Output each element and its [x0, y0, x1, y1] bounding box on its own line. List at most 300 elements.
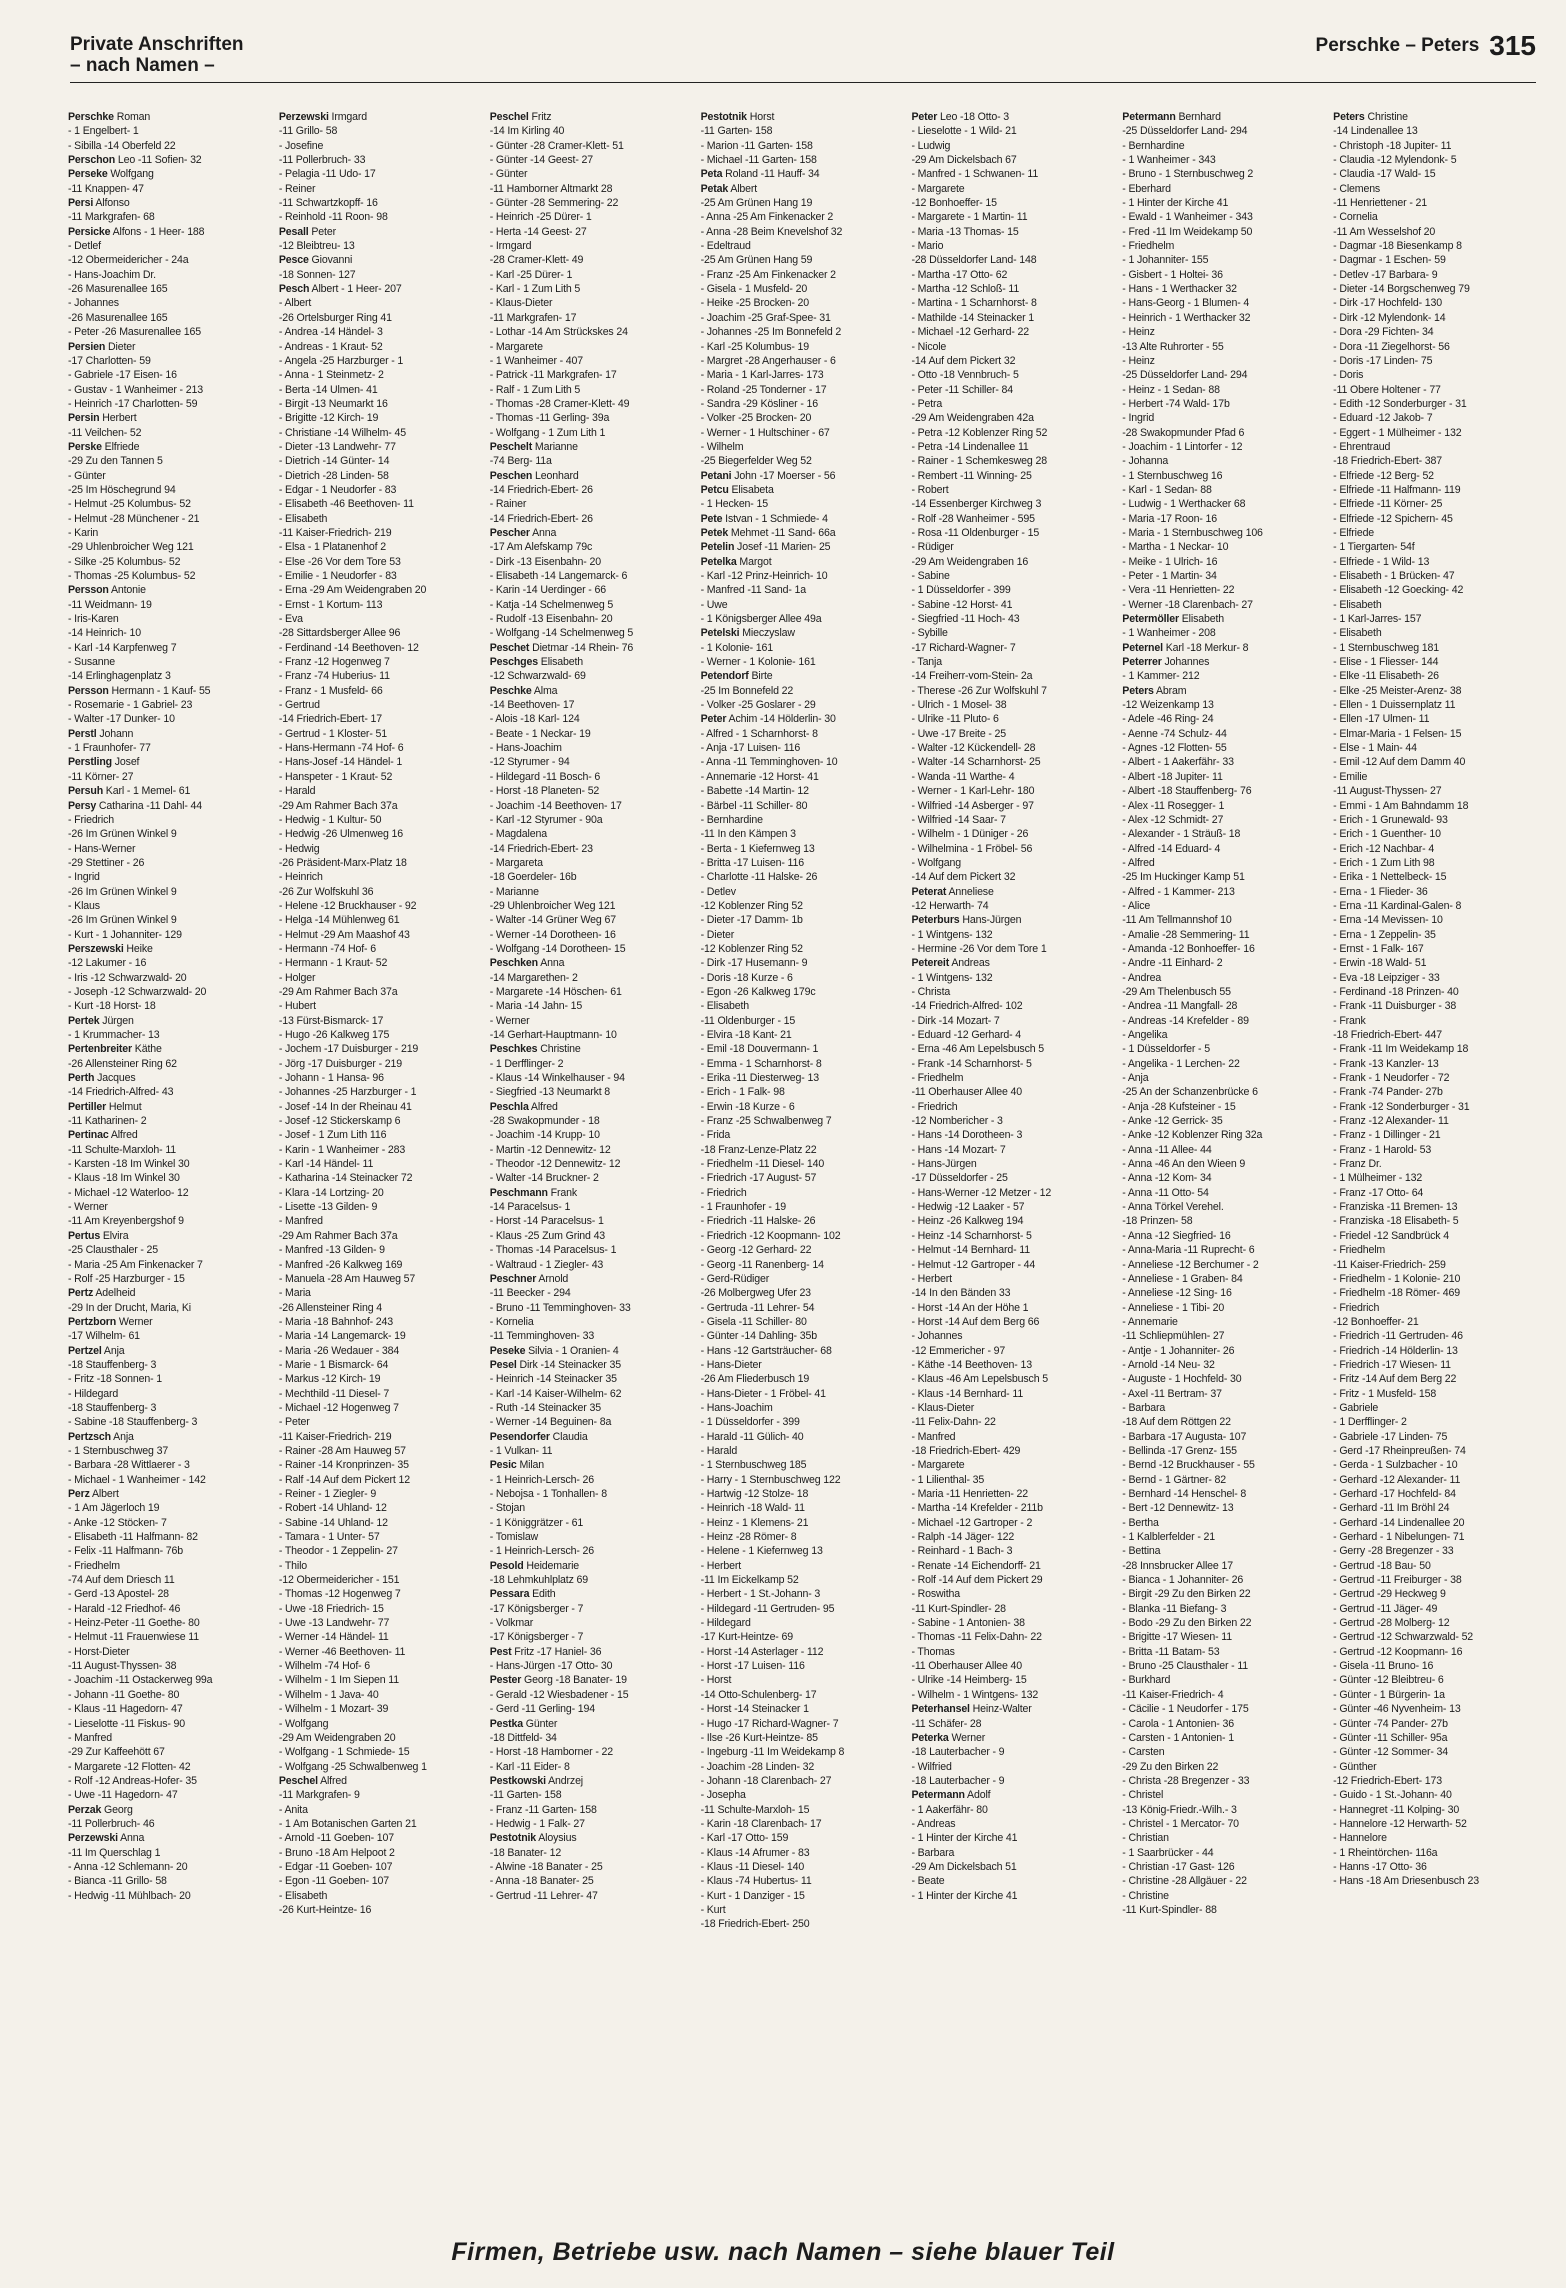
directory-entry: [490, 583, 695, 597]
directory-entry: [490, 856, 695, 870]
entry-text: -18 Goerdeler- 16b: [489, 871, 577, 884]
directory-entry: [490, 1501, 695, 1515]
directory-entry: [701, 540, 906, 554]
entry-text: - Johann -18 Clarenbach- 27: [700, 1774, 832, 1787]
directory-entry: [701, 1171, 906, 1185]
entry-text: Claudia: [549, 1430, 588, 1443]
surname: Peterat: [911, 885, 947, 898]
directory-entry: [490, 124, 695, 138]
entry-text: - Klaus-Dieter: [489, 297, 553, 310]
directory-entry: [68, 1430, 273, 1444]
directory-entry: [1333, 1587, 1538, 1601]
entry-text: - Karl - 1 Sedan- 88: [1122, 483, 1212, 496]
entry-text: - Alex -12 Schmidt- 27: [1122, 813, 1224, 826]
entry-text: - Horst -18 Hamborner - 22: [489, 1746, 613, 1759]
entry-text: - Alfred: [1122, 856, 1155, 869]
directory-entry: [279, 1602, 484, 1616]
directory-entry: [701, 1100, 906, 1114]
entry-text: -74 Berg- 11a: [489, 455, 552, 468]
directory-entry: [701, 641, 906, 655]
entry-text: - Wolfgang: [278, 1717, 329, 1730]
surname: Persson: [68, 584, 109, 597]
directory-entry: [701, 1372, 906, 1386]
entry-text: -18 Franz-Lenze-Platz 22: [700, 1143, 817, 1156]
directory-entry: [701, 727, 906, 741]
surname: Pertz: [68, 1287, 94, 1300]
directory-entry: [911, 1372, 1116, 1386]
entry-text: -14 Friedrich-Alfred- 102: [911, 1000, 1023, 1013]
entry-text: - Sandra -29 Kösliner - 16: [700, 397, 818, 410]
entry-text: - Hedwig -26 Ulmenweg 16: [278, 828, 404, 841]
entry-text: - Bernd - 1 Gärtner- 82: [1122, 1473, 1227, 1486]
entry-text: -18 Banater- 12: [489, 1846, 562, 1859]
entry-text: - Klaus -18 Im Winkel 30: [68, 1172, 180, 1185]
directory-entry: [68, 612, 273, 626]
entry-text: - 1 Sternbuschweg 181: [1333, 641, 1439, 654]
entry-text: - Nicole: [911, 340, 947, 353]
entry-text: Adolf: [964, 1789, 991, 1802]
entry-text: -12 Schwarzwald- 69: [489, 670, 586, 683]
entry-text: - Klaus -46 Am Lepelsbusch 5: [911, 1373, 1048, 1386]
entry-text: - Hugo -26 Kalkweg 175: [278, 1029, 390, 1041]
directory-entry: [1333, 1272, 1538, 1286]
entry-text: - Kurt: [700, 1903, 726, 1916]
directory-entry: [1122, 139, 1327, 153]
directory-entry: [68, 1616, 273, 1630]
entry-text: - Hans-Joachim: [700, 1401, 773, 1414]
directory-entry: [490, 296, 695, 310]
entry-text: Elisabeth: [538, 656, 584, 669]
entry-text: - Wilhelm - 1 Wintgens- 132: [911, 1688, 1039, 1701]
entry-text: - Kurt -18 Horst- 18: [68, 1000, 156, 1013]
directory-entry: [911, 1573, 1116, 1587]
entry-text: -17 Kurt-Heintze- 69: [700, 1631, 793, 1644]
surname: Pertek: [68, 1014, 100, 1027]
directory-entry: [1122, 368, 1327, 382]
entry-text: - Claudia -17 Wald- 15: [1333, 168, 1436, 181]
entry-text: - Reinhard - 1 Bach- 3: [911, 1545, 1013, 1558]
entry-text: - Hans -14 Dorotheen- 3: [911, 1129, 1023, 1142]
entry-text: - Felix -11 Halfmann- 76b: [68, 1545, 183, 1558]
directory-entry: [911, 1143, 1116, 1157]
entry-text: - Ferdinand -18 Prinzen- 40: [1333, 985, 1459, 998]
entry-text: - Klaus: [68, 899, 100, 912]
directory-entry: [1333, 1315, 1538, 1329]
surname: Peter: [700, 713, 727, 726]
surname: Peter: [911, 111, 938, 123]
entry-text: - Iris -12 Schwarzwald- 20: [68, 971, 187, 984]
directory-entry: [911, 124, 1116, 138]
directory-entry: [1333, 999, 1538, 1013]
directory-entry: [68, 1874, 273, 1888]
entry-text: - Gertrud -29 Heckweg 9: [1333, 1588, 1446, 1601]
directory-entry: [911, 1731, 1116, 1745]
entry-text: - Elmar-Maria - 1 Felsen- 15: [1333, 727, 1462, 740]
directory-entry: [1122, 1128, 1327, 1142]
directory-entry: [490, 182, 695, 196]
directory-entry: [701, 1846, 906, 1860]
entry-text: - 1 Derfflinger- 2: [489, 1057, 564, 1070]
directory-entry: [279, 727, 484, 741]
directory-entry: [1122, 1874, 1327, 1888]
entry-text: -12 Herwarth- 74: [911, 899, 989, 912]
directory-entry: [911, 1085, 1116, 1099]
directory-entry: [911, 1702, 1116, 1716]
entry-text: - Vera -11 Henrietten- 22: [1122, 584, 1235, 597]
entry-text: - Andreas - 1 Kraut- 52: [278, 340, 383, 353]
directory-entry: [1122, 569, 1327, 583]
entry-text: - Margareta: [489, 856, 543, 869]
entry-text: - Friedrich: [1333, 1301, 1380, 1314]
entry-text: - Margarete: [489, 340, 543, 353]
entry-text: - 1 Hinter der Kirche 41: [911, 1889, 1018, 1902]
directory-entry: [701, 340, 906, 354]
entry-text: - Manfred -13 Gilden- 9: [278, 1244, 385, 1257]
entry-text: - Sabine: [911, 570, 950, 582]
entry-text: - Otto -18 Vennbruch- 5: [911, 369, 1019, 382]
entry-text: -26 Allensteiner Ring 4: [278, 1301, 382, 1314]
directory-entry: [1122, 1372, 1327, 1386]
directory-entry: [911, 913, 1116, 927]
directory-entry: [279, 612, 484, 626]
entry-text: - Gertrud -18 Bau- 50: [1333, 1559, 1431, 1572]
directory-entry: [1333, 1702, 1538, 1716]
directory-entry: [1333, 1200, 1538, 1214]
entry-text: - Anna -25 Am Finkenacker 2: [700, 211, 834, 224]
directory-entry: [68, 698, 273, 712]
entry-text: - Claudia -12 Mylendonk- 5: [1333, 154, 1457, 167]
directory-entry: [1333, 1243, 1538, 1257]
entry-text: -11 August-Thyssen- 27: [1333, 785, 1442, 798]
directory-entry: [1333, 583, 1538, 597]
directory-entry: [1333, 684, 1538, 698]
directory-entry: [279, 1444, 484, 1458]
entry-text: - 1 Am Jägerloch 19: [68, 1502, 160, 1515]
directory-entry: [911, 210, 1116, 224]
entry-text: - Frida: [700, 1129, 731, 1142]
directory-entry: [1333, 1817, 1538, 1831]
entry-text: -17 Königsberger - 7: [489, 1631, 584, 1644]
directory-entry: [1333, 555, 1538, 569]
directory-entry: [701, 827, 906, 841]
entry-text: -18 Friedrich-Ebert- 250: [700, 1918, 810, 1931]
entry-text: -12 Koblenzer Ring 52: [700, 899, 803, 912]
entry-text: -29 Am Weidengraben 42a: [911, 412, 1034, 425]
entry-text: - Klaus-Dieter: [911, 1401, 975, 1414]
directory-entry: [68, 1573, 273, 1587]
surname: Pertzsch: [68, 1430, 111, 1443]
entry-text: - 1 Rheintörchen- 116a: [1333, 1846, 1438, 1859]
surname: Pesendorfer: [489, 1430, 550, 1443]
directory-entry: [1122, 239, 1327, 253]
entry-text: - Martha - 1 Neckar- 10: [1122, 541, 1229, 554]
directory-entry: [701, 383, 906, 397]
entry-text: - Anke -12 Koblenzer Ring 32a: [1122, 1129, 1263, 1142]
entry-text: - Christel: [1122, 1789, 1164, 1802]
directory-entry: [911, 1544, 1116, 1558]
entry-text: -11 Temminghoven- 33: [489, 1330, 595, 1343]
directory-entry: [911, 899, 1116, 913]
entry-text: - Ulrich - 1 Mosel- 38: [911, 699, 1007, 712]
entry-text: - Karin: [68, 526, 99, 539]
section-title: [70, 34, 244, 76]
directory-entry: [490, 1042, 695, 1056]
directory-entry: [279, 770, 484, 784]
entry-text: - Cornelia: [1333, 211, 1378, 224]
entry-text: - Kurt - 1 Johanniter- 129: [68, 928, 182, 941]
entry-text: - Harald -11 Gülich- 40: [700, 1430, 804, 1443]
directory-entry: [701, 1042, 906, 1056]
directory-entry: [279, 626, 484, 640]
entry-text: - Edeltraud: [700, 240, 751, 253]
directory-entry: [279, 1286, 484, 1300]
directory-entry: [911, 1186, 1116, 1200]
directory-entry: [911, 1673, 1116, 1687]
directory-entry: [279, 1817, 484, 1831]
directory-entry: [1122, 440, 1327, 454]
directory-entry: [1333, 1602, 1538, 1616]
directory-entry: [68, 942, 273, 956]
entry-text: - Rolf -25 Harzburger - 15: [68, 1272, 185, 1285]
directory-entry: [1122, 253, 1327, 267]
entry-text: - Mario: [911, 240, 944, 253]
directory-entry: [701, 899, 906, 913]
directory-entry: [701, 569, 906, 583]
entry-text: - Joachim -14 Krupp- 10: [489, 1129, 600, 1142]
directory-entry: [1122, 1272, 1327, 1286]
directory-entry: [68, 1846, 273, 1860]
directory-entry: [68, 354, 273, 368]
directory-entry: [1122, 497, 1327, 511]
directory-entry: [279, 1587, 484, 1601]
directory-entry: [911, 684, 1116, 698]
entry-text: -14 Essenberger Kirchweg 3: [911, 498, 1042, 511]
directory-entry: [1333, 870, 1538, 884]
entry-text: -14 Margarethen- 2: [489, 971, 578, 984]
entry-text: - 1 Sternbuschweg 185: [700, 1459, 807, 1472]
entry-text: - Gabriele -17 Linden- 75: [1333, 1430, 1448, 1443]
directory-entry: [68, 1329, 273, 1343]
entry-text: -13 Alte Ruhrorter - 55: [1122, 340, 1224, 353]
directory-entry: [68, 727, 273, 741]
directory-entry: [1122, 1616, 1327, 1630]
directory-entry: [490, 1186, 695, 1200]
entry-text: - Rainer: [489, 498, 527, 511]
surname: Pesce: [278, 254, 309, 267]
directory-entry: [911, 1473, 1116, 1487]
directory-entry: [701, 253, 906, 267]
entry-text: Jürgen: [99, 1014, 134, 1027]
entry-text: - Gertrud - 1 Kloster- 51: [278, 727, 387, 740]
entry-text: - Hermann -74 Hof- 6: [278, 942, 376, 955]
directory-entry: [701, 1760, 906, 1774]
surname: Persicke: [68, 225, 111, 238]
directory-entry: [68, 1200, 273, 1214]
directory-entry: [1333, 1544, 1538, 1558]
directory-entry: [701, 1731, 906, 1745]
directory-entry: [1122, 1659, 1327, 1673]
entry-text: Irmgard: [328, 111, 367, 123]
directory-entry: [911, 999, 1116, 1013]
directory-entry: [1122, 325, 1327, 339]
entry-text: - Wolfgang -25 Schwalbenweg 1: [278, 1760, 427, 1773]
entry-text: -29 Zu den Birken 22: [1122, 1760, 1219, 1773]
directory-entry: [1333, 540, 1538, 554]
entry-text: - Britta -17 Luisen- 116: [700, 856, 804, 869]
directory-entry: [68, 1516, 273, 1530]
entry-text: - Silke -25 Kolumbus- 52: [68, 555, 181, 568]
entry-text: - Eduard -12 Gerhard- 4: [911, 1029, 1022, 1041]
directory-entry: [1333, 454, 1538, 468]
directory-entry: [701, 1817, 906, 1831]
directory-entry: [701, 225, 906, 239]
directory-entry: [279, 669, 484, 683]
directory-entry: [490, 770, 695, 784]
directory-entry: [1122, 1903, 1327, 1917]
directory-entry: [490, 1788, 695, 1802]
surname: Petek: [700, 526, 729, 539]
entry-text: - Maria -25 Am Finkenacker 7: [68, 1258, 203, 1271]
entry-text: - Therese -26 Zur Wolfskuhl 7: [911, 684, 1047, 697]
entry-text: Andreas: [949, 957, 990, 970]
entry-text: - Gertruda -11 Lehrer- 54: [700, 1301, 815, 1314]
directory-entry: [279, 1774, 484, 1788]
entry-text: - Joachim - 1 Lintorfer - 12: [1122, 440, 1243, 453]
directory-entry: [68, 1057, 273, 1071]
entry-text: - Alfred - 1 Scharnhorst- 8: [700, 727, 818, 740]
entry-text: - Robert: [911, 483, 949, 496]
directory-entry: [279, 167, 484, 181]
entry-text: - Heinrich -17 Charlotten- 59: [68, 397, 198, 410]
directory-entry: [68, 1171, 273, 1185]
entry-text: - Thomas -12 Hogenweg 7: [278, 1588, 401, 1601]
directory-entry: [701, 1157, 906, 1171]
entry-text: - Patrick -11 Markgrafen- 17: [489, 369, 617, 382]
directory-entry: [68, 1214, 273, 1228]
directory-entry: [68, 1186, 273, 1200]
directory-entry: [1333, 1214, 1538, 1228]
directory-entry: [911, 1745, 1116, 1759]
directory-entry: [1333, 928, 1538, 942]
entry-text: - Volker -25 Goslarer - 29: [700, 699, 816, 712]
entry-text: - Gisbert - 1 Holtei- 36: [1122, 268, 1223, 281]
directory-entry: [68, 1042, 273, 1056]
page-number: 315: [1489, 30, 1536, 61]
directory-entry: [279, 1301, 484, 1315]
entry-text: Peter: [308, 225, 336, 238]
directory-entry: [490, 1200, 695, 1214]
directory-entry: [68, 1014, 273, 1028]
directory-entry: [701, 870, 906, 884]
entry-text: - Franz - 1 Harold- 53: [1333, 1143, 1432, 1156]
directory-entry: [911, 928, 1116, 942]
entry-text: -29 Uhlenbroicher Weg 121: [68, 541, 194, 554]
entry-text: -18 Auf dem Röttgen 22: [1122, 1416, 1231, 1429]
directory-entry: [68, 985, 273, 999]
entry-text: - Maria -14 Langemarck- 19: [278, 1330, 406, 1343]
surname: Perstling: [68, 756, 112, 769]
directory-entry: [701, 612, 906, 626]
directory-entry: [490, 1846, 695, 1860]
directory-entry: [911, 167, 1116, 181]
directory-column: [1333, 110, 1538, 2225]
directory-entry: [911, 311, 1116, 325]
entry-text: -12 Bleibtreu- 13: [278, 240, 355, 253]
surname: Pest: [489, 1645, 512, 1658]
directory-entry: [911, 325, 1116, 339]
entry-text: - Emmi - 1 Am Bahndamm 18: [1333, 799, 1469, 812]
entry-text: - Emil -18 Douvermann- 1: [700, 1043, 819, 1056]
directory-entry: [911, 253, 1116, 267]
entry-text: - Meike - 1 Ulrich- 16: [1122, 555, 1218, 568]
directory-column: [911, 110, 1116, 2225]
entry-text: - Rainer - 1 Schemkesweg 28: [911, 455, 1047, 468]
entry-text: - Heinz - 1 Klemens- 21: [700, 1516, 809, 1529]
directory-entry: [1122, 741, 1327, 755]
entry-text: - Anna-Maria -11 Ruprecht- 6: [1122, 1244, 1255, 1257]
directory-entry: [701, 440, 906, 454]
directory-entry: [1333, 727, 1538, 741]
entry-text: - Angela -25 Harzburger - 1: [278, 354, 404, 367]
directory-entry: [68, 555, 273, 569]
entry-text: - Edgar - 1 Neudorfer - 83: [278, 483, 397, 496]
entry-text: - Harald -12 Friedhof- 46: [68, 1602, 181, 1615]
directory-entry: [1333, 1301, 1538, 1315]
entry-text: - Hans-Joachim: [489, 742, 562, 755]
directory-entry: [490, 397, 695, 411]
entry-text: - Ulrike -11 Pluto- 6: [911, 713, 999, 726]
directory-entry: [68, 1473, 273, 1487]
entry-text: -29 Am Weidengraben 20: [278, 1731, 396, 1744]
entry-text: -25 Düsseldorfer Land- 294: [1122, 369, 1248, 382]
entry-text: - Herta -14 Geest- 27: [489, 225, 587, 238]
directory-entry: [490, 1760, 695, 1774]
entry-text: - Guido - 1 St.-Johann- 40: [1333, 1789, 1452, 1802]
entry-text: - Karl -11 Eider- 8: [489, 1760, 570, 1773]
directory-entry: [911, 1616, 1116, 1630]
directory-entry: [1333, 569, 1538, 583]
entry-text: - Anneliese - 1 Tibi- 20: [1122, 1301, 1225, 1314]
entry-text: - Franz -25 Am Finkenacker 2: [700, 268, 836, 281]
entry-text: - Fred -11 Im Weidekamp 50: [1122, 225, 1253, 238]
entry-text: - Erika - 1 Nettelbeck- 15: [1333, 871, 1447, 884]
entry-text: Karl - 1 Memel- 61: [103, 785, 191, 798]
directory-entry: [1333, 942, 1538, 956]
directory-entry: [1122, 1171, 1327, 1185]
entry-text: - Thomas -11 Felix-Dahn- 22: [911, 1631, 1042, 1644]
directory-entry: [701, 1630, 906, 1644]
entry-text: - Frank: [1333, 1014, 1366, 1027]
entry-text: - Berta -14 Ulmen- 41: [278, 383, 378, 396]
directory-entry: [911, 598, 1116, 612]
directory-entry: [68, 870, 273, 884]
directory-entry: [1333, 110, 1538, 124]
entry-text: - Joachim -25 Graf-Spee- 31: [700, 311, 831, 324]
directory-entry: [490, 526, 695, 540]
directory-entry: [1122, 1387, 1327, 1401]
entry-text: - Else - 1 Main- 44: [1333, 742, 1417, 755]
entry-text: - Dagmar - 1 Eschen- 59: [1333, 254, 1446, 267]
surname: Pertiller: [68, 1100, 107, 1113]
directory-entry: [279, 239, 484, 253]
directory-entry: [279, 1760, 484, 1774]
entry-text: - Maria - 1 Sternbuschweg 106: [1122, 526, 1263, 539]
directory-entry: [279, 1803, 484, 1817]
entry-text: -12 Nombericher - 3: [911, 1115, 1003, 1128]
entry-text: - Petra -12 Koblenzer Ring 52: [911, 426, 1048, 439]
directory-entry: [490, 1258, 695, 1272]
entry-text: - 1 Königgrätzer - 61: [489, 1516, 584, 1529]
